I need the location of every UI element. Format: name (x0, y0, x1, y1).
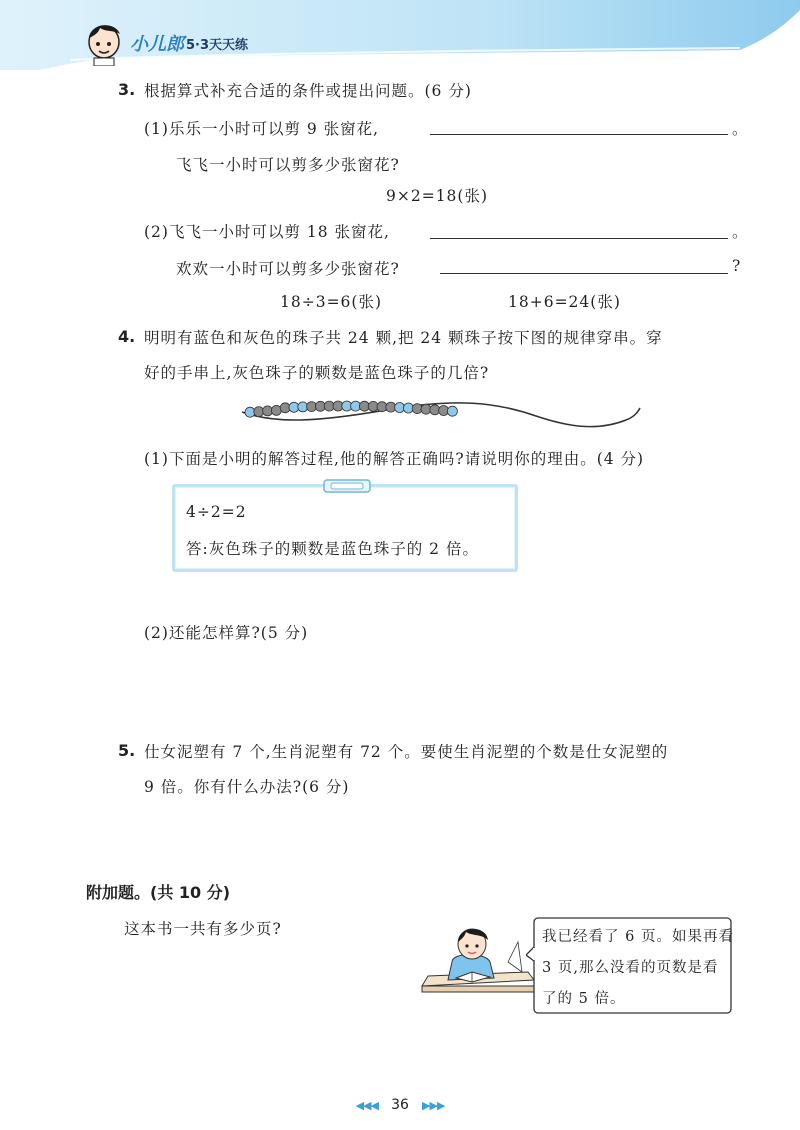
answer-box-answer: 答:灰色珠子的颗数是蓝色珠子的 2 倍。 (186, 540, 479, 558)
q5-line2: 9 倍。你有什么办法?(6 分) (144, 778, 350, 796)
logo-boy-icon (84, 18, 124, 66)
brand-logo: 小儿郎 (130, 34, 184, 55)
q3-number: 3. (118, 80, 136, 99)
page-number: 36 (391, 1097, 409, 1113)
q3-part2-answer-blank-1[interactable] (430, 238, 728, 239)
q3-part1-period: 。 (732, 120, 749, 138)
q3-part1-line1: (1)乐乐一小时可以剪 9 张窗花, (144, 120, 380, 138)
q5-line1: 仕女泥塑有 7 个,生肖泥塑有 72 个。要使生肖泥塑的个数是仕女泥塑的 (144, 743, 669, 761)
q3-part1-line2: 飞飞一小时可以剪多少张窗花? (176, 156, 400, 174)
q4-part1: (1)下面是小明的解答过程,他的解答正确吗?请说明你的理由。(4 分) (144, 450, 645, 468)
answer-box-equation: 4÷2=2 (186, 503, 247, 521)
q5-answer-area[interactable] (144, 805, 734, 875)
bubble-line-1: 我已经看了 6 页。如果再看 (542, 929, 734, 945)
q5-number: 5. (118, 741, 136, 760)
bead-string-figure (236, 390, 646, 440)
q3-stem: 根据算式补充合适的条件或提出问题。(6 分) (144, 82, 472, 100)
bubble-line-2: 3 页,那么没看的页数是看 (542, 960, 719, 976)
q4-part2: (2)还能怎样算?(5 分) (144, 624, 309, 642)
q3-part2-equation-2: 18+6=24(张) (508, 293, 621, 311)
bead-blue (447, 406, 457, 416)
q3-part2-line2: 欢欢一小时可以剪多少张窗花? (176, 260, 400, 278)
bonus-question: 这本书一共有多少页? (124, 920, 282, 938)
q3-part2-period: 。 (732, 223, 749, 241)
series-name: 5·3天天练 (186, 38, 249, 53)
bonus-title: 附加题。(共 10 分) (86, 883, 231, 902)
clip-icon (323, 478, 371, 494)
q4-stem-line1: 明明有蓝色和灰色的珠子共 24 颗,把 24 颗珠子按下图的规律穿串。穿 (144, 329, 663, 347)
q3-part1-equation: 9×2=18(张) (386, 187, 489, 205)
q4-number: 4. (118, 327, 136, 346)
q3-part2-question-mark: ? (732, 257, 742, 275)
page-footer (0, 1094, 800, 1113)
bubble-line-3: 了的 5 倍。 (542, 991, 626, 1007)
boy-reading-illustration (408, 922, 538, 1010)
q4-stem-line2: 好的手串上,灰色珠子的颗数是蓝色珠子的几倍? (144, 364, 490, 382)
q3-part2-answer-blank-2[interactable] (440, 273, 728, 274)
q3-part2-line1: (2)飞飞一小时可以剪 18 张窗花, (144, 223, 390, 241)
right-arrows-icon: ▶▶▶ (422, 1099, 445, 1112)
q4-part2-answer-area[interactable] (144, 650, 734, 730)
q3-part1-answer-blank[interactable] (430, 134, 728, 135)
left-arrows-icon: ◀◀◀ (355, 1099, 378, 1112)
q3-part2-equation-1: 18÷3=6(张) (280, 293, 383, 311)
